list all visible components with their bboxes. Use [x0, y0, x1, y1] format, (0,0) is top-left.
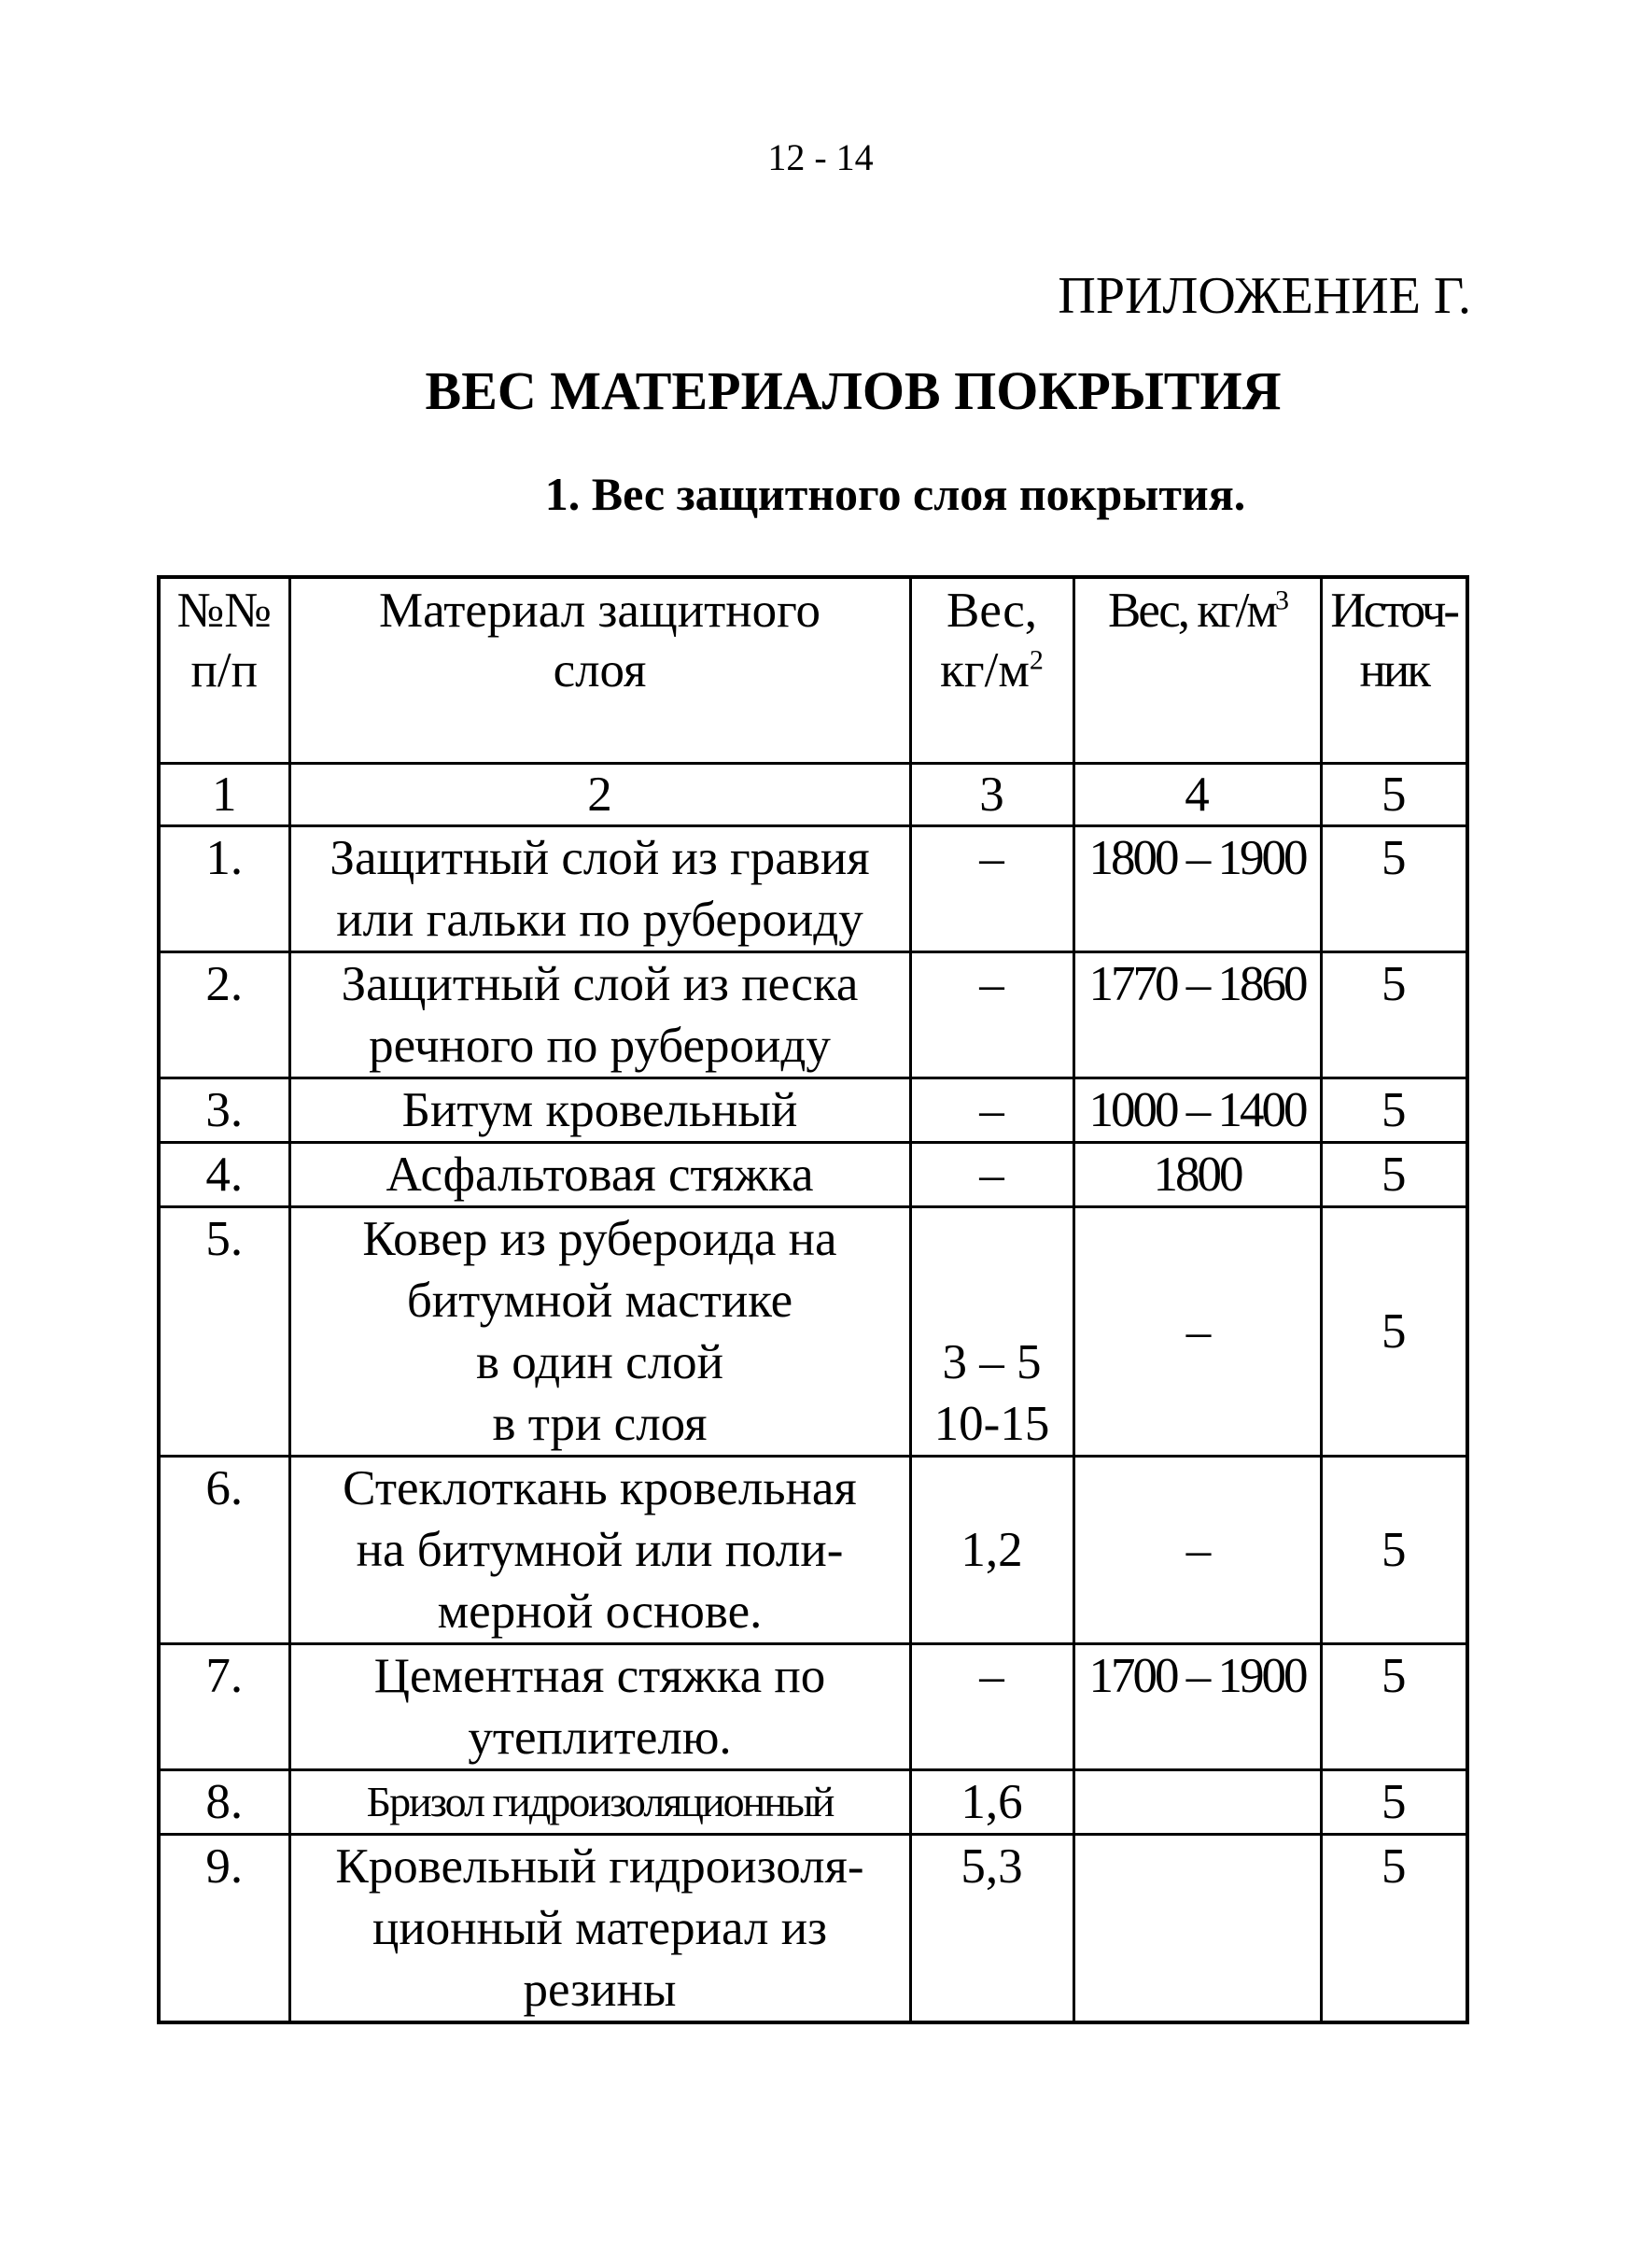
table-row	[159, 1457, 1467, 1644]
material-line: в один слой	[475, 1335, 724, 1389]
appendix-label: ПРИЛОЖЕНИЕ Г.	[1058, 267, 1471, 325]
row-weight-m3	[1073, 826, 1321, 952]
header-weight-m3-label: Вес, кг/м	[1108, 584, 1275, 638]
column-number: 3	[910, 764, 1073, 826]
material-line: ционный материал из	[372, 1901, 828, 1955]
row-weight-m2	[910, 1143, 1073, 1207]
material-line: на битумной или поли-	[356, 1523, 844, 1577]
material-line: или гальки по рубероиду	[336, 893, 863, 947]
row-number: 9.	[159, 1835, 289, 2023]
material-line: в три слоя	[492, 1397, 708, 1451]
row-number: 1.	[159, 826, 289, 952]
row-weight-m3	[1073, 952, 1321, 1078]
table-row	[159, 1207, 1467, 1457]
header-number	[159, 577, 289, 764]
row-weight-m3	[1073, 1078, 1321, 1143]
row-material	[289, 1457, 910, 1644]
row-source: 5	[1321, 1207, 1467, 1457]
row-source: 5	[1321, 1078, 1467, 1143]
weight-m2-value: 1,2	[961, 1523, 1023, 1577]
row-source: 5	[1321, 826, 1467, 952]
table-row	[159, 1644, 1467, 1770]
header-source-line1: Источ-	[1330, 584, 1458, 638]
material-line: утеплителю.	[468, 1711, 732, 1765]
row-source: 5	[1321, 1143, 1467, 1207]
row-number: 8.	[159, 1770, 289, 1835]
header-source	[1321, 577, 1467, 764]
row-number: 5.	[159, 1207, 289, 1457]
material-line: Асфальтовая стяжка	[386, 1148, 814, 1202]
material-line: Бризол гидроизоляционный	[366, 1778, 834, 1825]
materials-table	[157, 575, 1469, 2024]
document-title: ВЕС МАТЕРИАЛОВ ПОКРЫТИЯ	[425, 360, 1282, 421]
weight-m3-value: –	[1185, 1523, 1209, 1577]
weight-m2-value: –	[979, 957, 1004, 1011]
header-weight-m2-line2: кг/м	[940, 643, 1030, 697]
table-row	[159, 952, 1467, 1078]
row-weight-m2	[910, 826, 1073, 952]
row-source: 5	[1321, 1644, 1467, 1770]
weight-m2-value: –	[979, 1148, 1004, 1202]
table-header-row	[159, 577, 1467, 764]
table-row	[159, 1770, 1467, 1835]
material-line: Стеклоткань кровельная	[343, 1461, 857, 1515]
table-row	[159, 1835, 1467, 2023]
row-material	[289, 1207, 910, 1457]
header-weight-m2	[910, 577, 1073, 764]
header-weight-m3-sup: 3	[1274, 585, 1286, 616]
page-number: 12 - 14	[767, 136, 874, 178]
material-line: Защитный слой из гравия	[330, 831, 870, 885]
material-line: Битум кровельный	[401, 1083, 798, 1137]
row-material	[289, 1770, 910, 1835]
weight-m3-value: 1770 – 1860	[1088, 957, 1306, 1011]
table-row	[159, 1143, 1467, 1207]
material-line: мерной основе.	[437, 1585, 763, 1639]
row-weight-m2	[910, 1770, 1073, 1835]
row-weight-m2	[910, 1457, 1073, 1644]
weight-m3-value: –	[1185, 1304, 1209, 1359]
row-material	[289, 1143, 910, 1207]
row-weight-m3	[1073, 1457, 1321, 1644]
row-weight-m2	[910, 1207, 1073, 1457]
column-number: 1	[159, 764, 289, 826]
weight-m2-value: –	[979, 831, 1004, 885]
row-weight-m2	[910, 1835, 1073, 2023]
row-weight-m2	[910, 1644, 1073, 1770]
material-line: Кровельный гидроизоля-	[335, 1839, 864, 1894]
weight-m3-value: 1000 – 1400	[1088, 1083, 1306, 1137]
row-number: 6.	[159, 1457, 289, 1644]
row-weight-m3	[1073, 1207, 1321, 1457]
material-line: Цементная стяжка по	[373, 1649, 826, 1703]
table-row	[159, 1078, 1467, 1143]
row-source: 5	[1321, 952, 1467, 1078]
row-number: 7.	[159, 1644, 289, 1770]
row-material	[289, 1644, 910, 1770]
row-number: 2.	[159, 952, 289, 1078]
row-weight-m3	[1073, 1143, 1321, 1207]
section-subtitle: 1. Вес защитного слоя покрытия.	[544, 468, 1246, 520]
row-material	[289, 826, 910, 952]
row-source: 5	[1321, 1457, 1467, 1644]
header-material-line2: слоя	[553, 643, 647, 697]
weight-m2-value: 10-15	[933, 1397, 1050, 1451]
material-line: речного по рубероиду	[369, 1019, 831, 1073]
header-weight-m2-sup: 2	[1029, 644, 1044, 676]
material-line: Ковер из рубероида на	[362, 1212, 837, 1266]
row-number: 4.	[159, 1143, 289, 1207]
header-weight-m2-line1: Вес,	[947, 584, 1037, 638]
weight-m2-value: –	[979, 1083, 1004, 1137]
row-number: 3.	[159, 1078, 289, 1143]
row-weight-m2	[910, 952, 1073, 1078]
weight-m2-value: 1,6	[961, 1775, 1023, 1829]
weight-m3-value: 1700 – 1900	[1088, 1649, 1306, 1703]
column-number-row	[159, 764, 1467, 826]
material-line: битумной мастике	[406, 1274, 793, 1328]
weight-m3-value: 1800	[1153, 1148, 1241, 1202]
weight-m2-value: –	[979, 1649, 1004, 1703]
row-weight-m3	[1073, 1835, 1321, 2023]
weight-m2-value: 5,3	[961, 1839, 1023, 1894]
header-weight-m3	[1073, 577, 1321, 764]
header-source-line2: ник	[1359, 643, 1428, 697]
row-weight-m3	[1073, 1770, 1321, 1835]
row-source: 5	[1321, 1770, 1467, 1835]
weight-m2-value: 3 – 5	[942, 1335, 1042, 1389]
material-line: Защитный слой из песка	[341, 957, 859, 1011]
column-number: 5	[1321, 764, 1467, 826]
header-number-line1: №№	[176, 584, 272, 638]
column-number: 4	[1073, 764, 1321, 826]
weight-m3-value: 1800 – 1900	[1088, 831, 1306, 885]
row-material	[289, 952, 910, 1078]
row-material	[289, 1078, 910, 1143]
row-weight-m3	[1073, 1644, 1321, 1770]
table-row	[159, 826, 1467, 952]
row-weight-m2	[910, 1078, 1073, 1143]
header-material-line1: Материал защитного	[378, 584, 821, 638]
header-material	[289, 577, 910, 764]
row-material	[289, 1835, 910, 2023]
material-line: резины	[523, 1963, 677, 2017]
row-source: 5	[1321, 1835, 1467, 2023]
header-number-line2: п/п	[190, 643, 258, 697]
column-number: 2	[289, 764, 910, 826]
